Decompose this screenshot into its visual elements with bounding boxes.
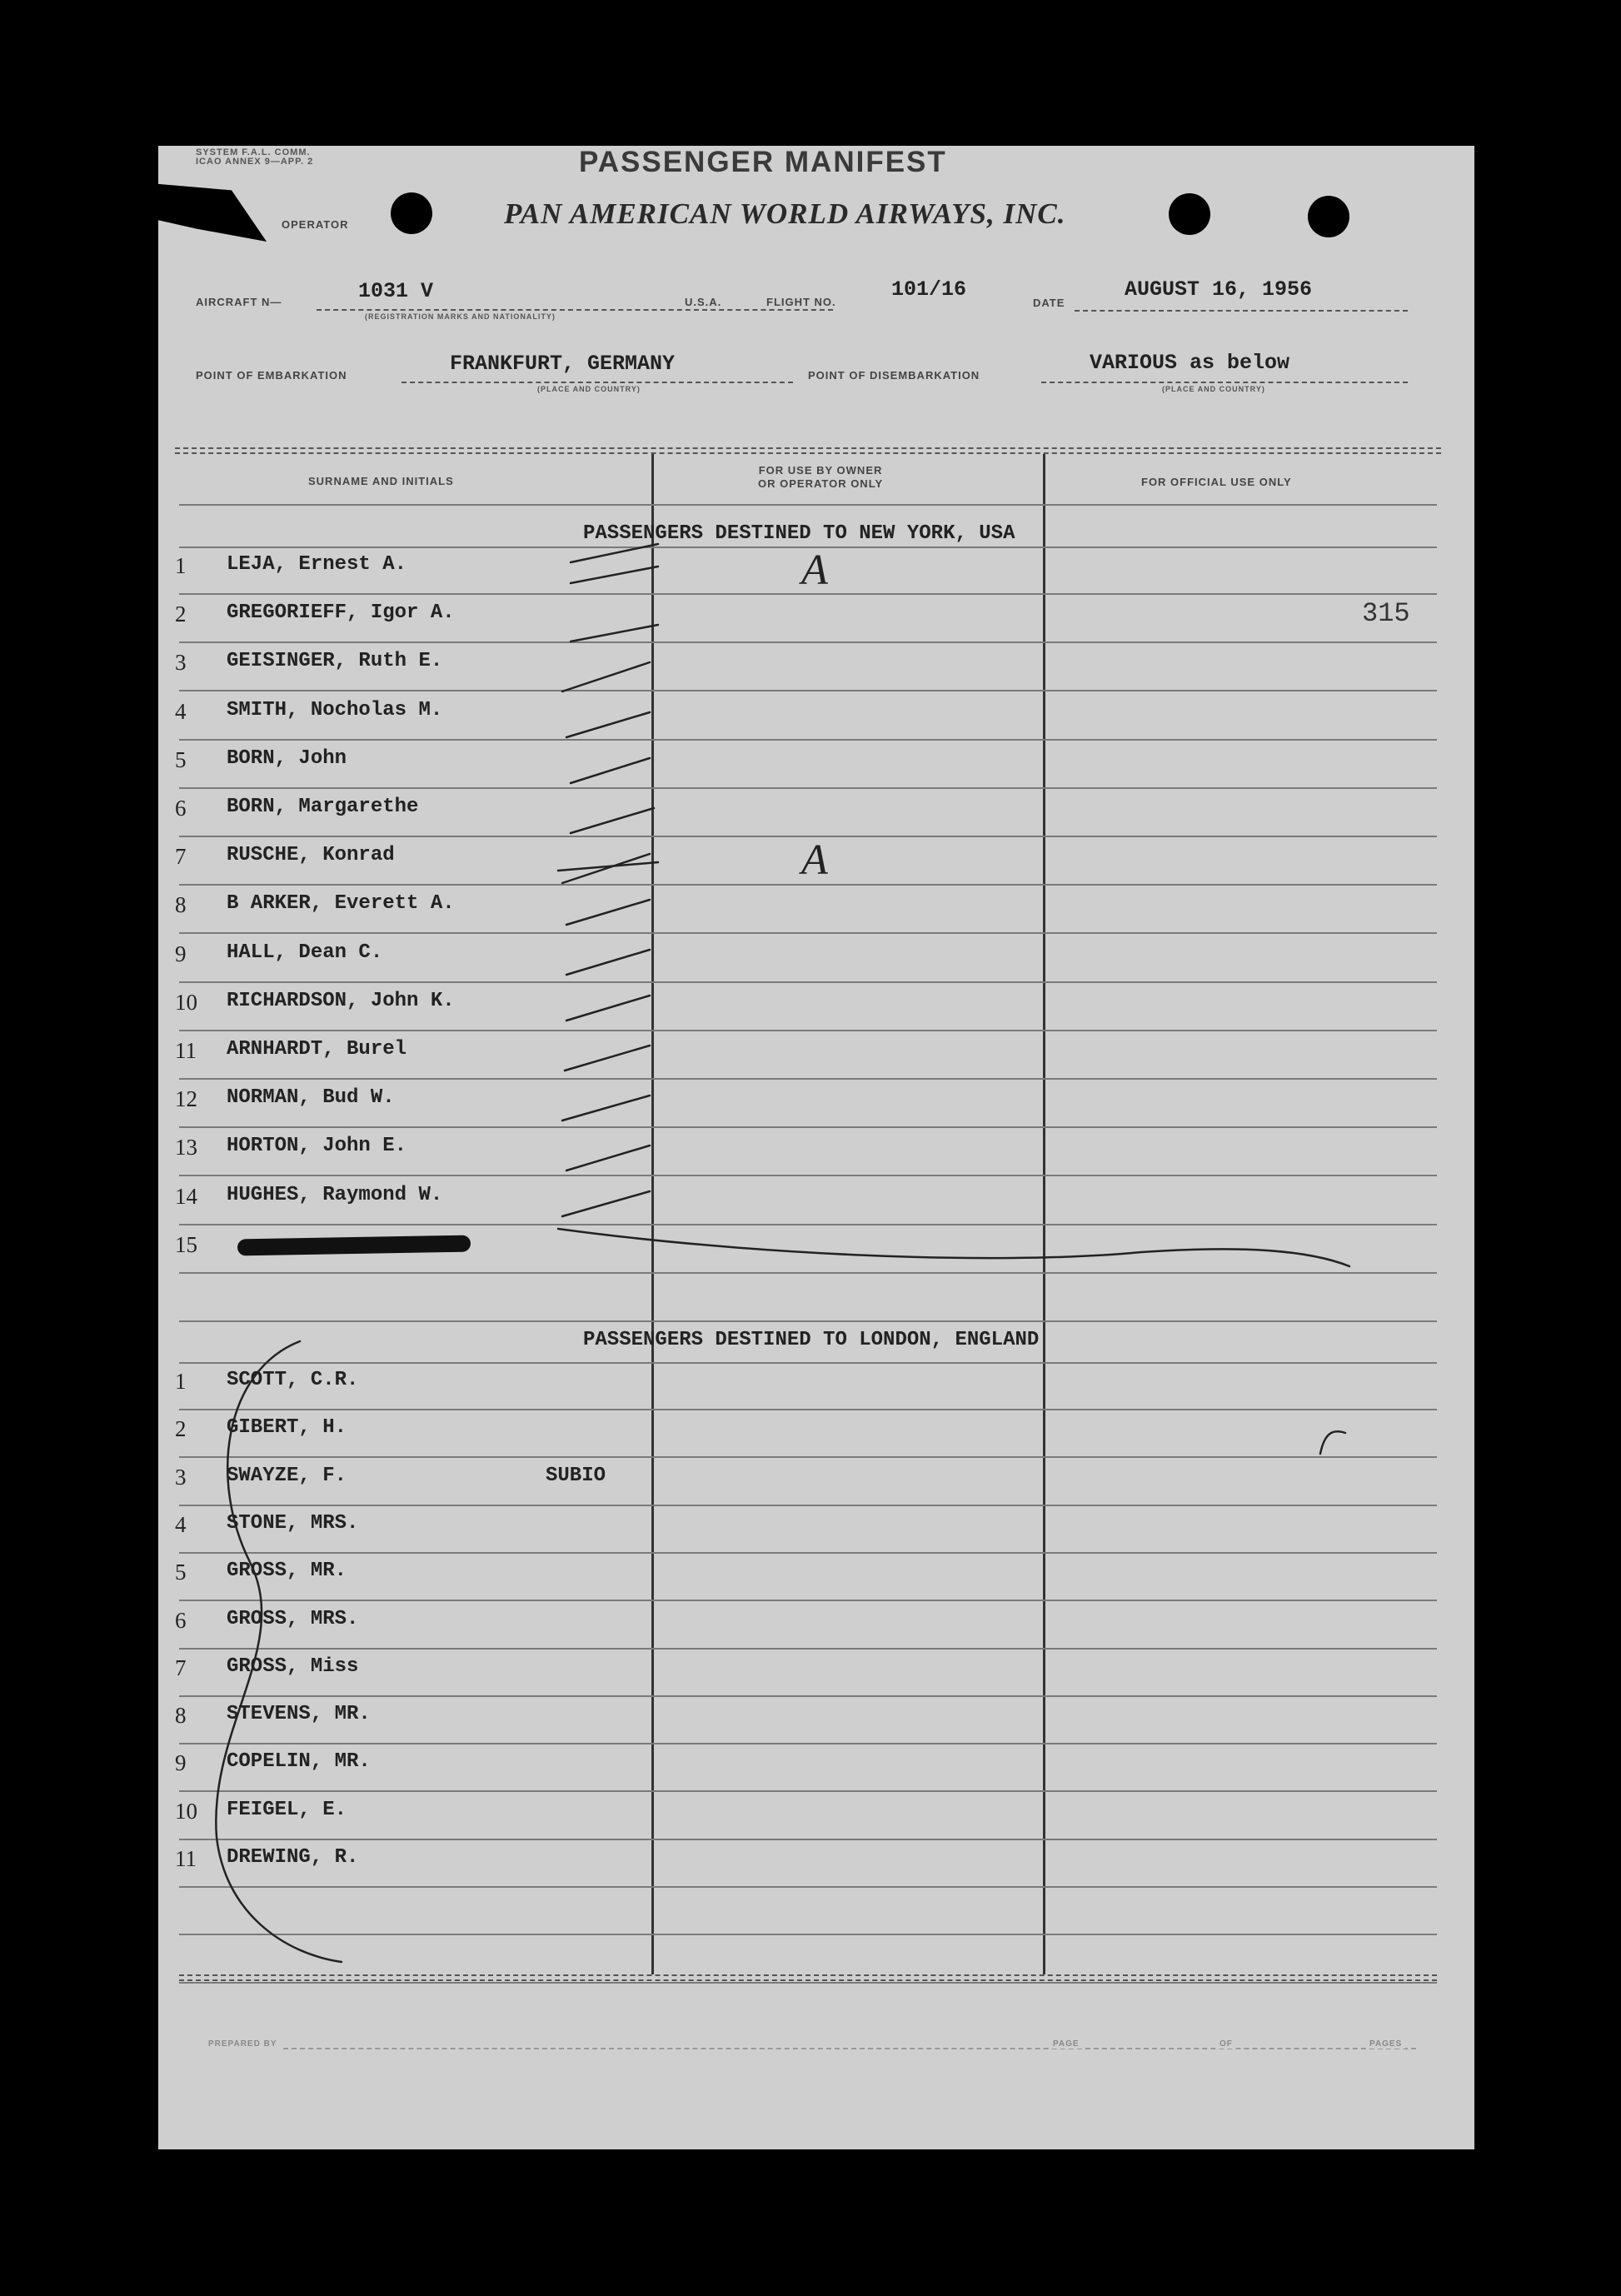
row-number: 14: [175, 1183, 197, 1209]
row-number: 1: [175, 1369, 187, 1394]
registration-note: (REGISTRATION MARKS AND NATIONALITY): [365, 312, 556, 321]
tick-mark: [571, 544, 658, 562]
passenger-name: STEVENS, MR.: [227, 1703, 371, 1726]
group-heading-new-york: PASSENGERS DESTINED TO NEW YORK, USA: [583, 522, 1015, 545]
row-number: 6: [175, 1607, 187, 1633]
operator-name: PAN AMERICAN WORLD AIRWAYS, INC.: [504, 197, 1066, 230]
passenger-name: GROSS, MR.: [227, 1560, 347, 1583]
passenger-name: RICHARDSON, John K.: [227, 989, 455, 1012]
col-owner-line-2: OR OPERATOR ONLY: [758, 477, 884, 490]
row-number: 2: [175, 601, 187, 627]
of-label: OF: [1216, 2039, 1236, 2049]
system-line-1: SYSTEM F.A.L. COMM.: [196, 147, 311, 157]
place-note-embark: (PLACE AND COUNTRY): [537, 385, 641, 393]
row-number: 10: [175, 1798, 197, 1824]
row-number: 5: [175, 746, 187, 772]
passenger-name: BORN, John: [227, 746, 347, 770]
row-number: 1: [175, 553, 187, 578]
row-number: 11: [175, 1038, 197, 1063]
row-number: 2: [175, 1416, 187, 1442]
embark-value: FRANKFURT, GERMANY: [450, 352, 676, 376]
embark-label: POINT OF EMBARKATION: [196, 369, 347, 382]
col-owner-line-1: FOR USE BY OWNER: [758, 464, 883, 477]
owner-mark-a-1: A: [801, 547, 828, 594]
row-number: 3: [175, 1464, 187, 1490]
form-title: PASSENGER MANIFEST: [579, 146, 947, 178]
row-number: 8: [175, 1703, 187, 1729]
passenger-name: SMITH, Nocholas M.: [227, 698, 443, 721]
place-note-disembark: (PLACE AND COUNTRY): [1162, 385, 1265, 393]
row-number: 4: [175, 1511, 187, 1537]
passenger-name: HORTON, John E.: [227, 1135, 407, 1158]
col-surname: SURNAME AND INITIALS: [308, 475, 454, 487]
owner-mark-a-2: A: [801, 836, 828, 884]
handwritten-marks: [158, 146, 1474, 2149]
row-number: 13: [175, 1135, 197, 1160]
passenger-name: COPELIN, MR.: [227, 1750, 371, 1774]
disembark-label: POINT OF DISEMBARKATION: [808, 369, 980, 382]
row-number: 9: [175, 1750, 187, 1776]
row-number: 7: [175, 1655, 187, 1680]
passenger-name: RUSCHE, Konrad: [227, 844, 395, 867]
aircraft-label: AIRCRAFT N—: [196, 296, 282, 308]
passenger-name: GEISINGER, Ruth E.: [227, 650, 443, 673]
pages-label: PAGES: [1366, 2039, 1405, 2049]
page-label: PAGE: [1050, 2039, 1083, 2049]
passenger-name: HUGHES, Raymond W.: [227, 1183, 443, 1206]
system-line-2: ICAO ANNEX 9—APP. 2: [196, 157, 314, 167]
table-bottom-rule: [179, 1974, 1437, 1976]
passenger-name: SWAYZE, F.: [227, 1464, 347, 1487]
disembark-value: VARIOUS as below: [1090, 351, 1290, 375]
col-official: FOR OFFICIAL USE ONLY: [1141, 476, 1292, 488]
passenger-name: GROSS, Miss: [227, 1655, 359, 1678]
row-number: 15: [175, 1231, 197, 1257]
row-number: 8: [175, 892, 187, 918]
row-number: 9: [175, 941, 187, 966]
flight-value: 101/16: [891, 277, 967, 302]
passenger-name: BORN, Margarethe: [227, 796, 419, 818]
date-label: DATE: [1033, 297, 1065, 309]
passenger-name: GREGORIEFF, Igor A.: [227, 601, 455, 625]
group-heading-london: PASSENGERS DESTINED TO LONDON, ENGLAND: [583, 1329, 1040, 1351]
passenger-name: SCOTT, C.R.: [227, 1369, 359, 1391]
row-number: 11: [175, 1846, 197, 1871]
passenger-note: SUBIO: [546, 1464, 606, 1487]
passenger-name: FEIGEL, E.: [227, 1798, 347, 1821]
passenger-name: GIBERT, H.: [227, 1416, 347, 1440]
passenger-name: B ARKER, Everett A.: [227, 892, 455, 916]
table-bottom-rule-2: [179, 1979, 1437, 1981]
prepared-by-label: PREPARED BY: [208, 2039, 277, 2049]
row-number: 7: [175, 844, 187, 870]
usa-label: U.S.A.: [685, 296, 722, 308]
passenger-name: ARNHARDT, Burel: [227, 1038, 407, 1061]
date-value: AUGUST 16, 1956: [1125, 277, 1313, 302]
row-number: 3: [175, 650, 187, 676]
passenger-name: STONE, MRS.: [227, 1511, 359, 1535]
aircraft-value: 1031 V: [358, 279, 434, 303]
passenger-name: NORMAN, Bud W.: [227, 1086, 395, 1110]
row-number: 5: [175, 1560, 187, 1585]
official-number: 315: [1362, 598, 1410, 629]
operator-label: OPERATOR: [282, 218, 349, 231]
row-number: 12: [175, 1086, 197, 1112]
row-number: 4: [175, 698, 187, 724]
manifest-sheet: [158, 146, 1474, 2149]
passenger-name: LEJA, Ernest A.: [227, 553, 407, 576]
row-number: 10: [175, 989, 197, 1015]
footer-line: [283, 2048, 1416, 2049]
passenger-name: HALL, Dean C.: [227, 941, 383, 964]
row-number: 6: [175, 796, 187, 821]
passenger-name: DREWING, R.: [227, 1846, 359, 1869]
passenger-name: GROSS, MRS.: [227, 1607, 359, 1630]
flight-label: FLIGHT NO.: [766, 296, 836, 308]
